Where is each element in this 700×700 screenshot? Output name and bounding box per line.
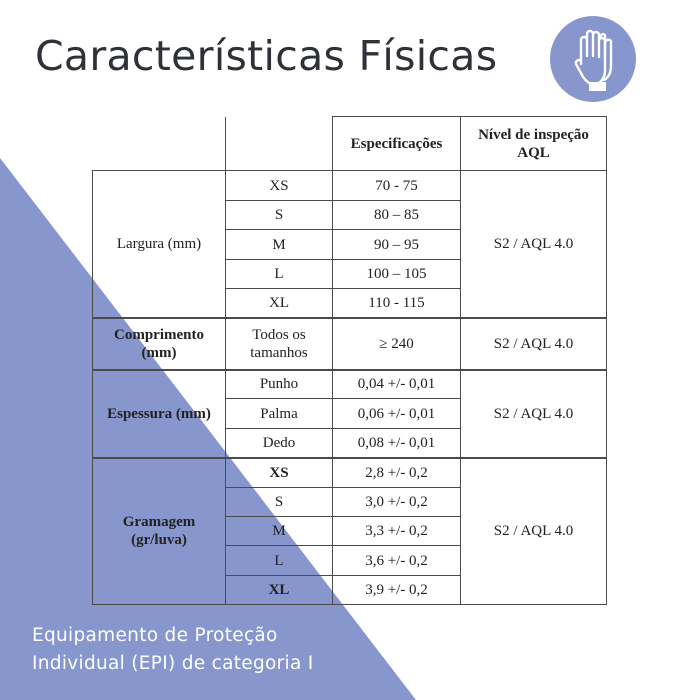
aql-cell: S2 / AQL 4.0 [461,171,607,318]
spec-value-cell: 3,9 +/- 0,2 [333,576,461,605]
aql-cell: S2 / AQL 4.0 [461,458,607,605]
table-row [93,171,607,201]
size-cell: M [226,517,333,546]
page-title: Características Físicas [35,32,498,80]
group-label: Espessura (mm) [93,370,226,458]
size-cell: M [226,230,333,260]
size-cell: Todos os tamanhos [226,318,333,370]
table-row [93,458,607,488]
spec-value-cell: 70 - 75 [333,171,461,201]
spec-value-cell: 110 - 115 [333,289,461,318]
header-aql: Nível de inspeção AQL [461,117,607,171]
size-cell: Dedo [226,429,333,458]
spec-value-cell: 0,08 +/- 0,01 [333,429,461,458]
size-cell: XL [226,289,333,318]
size-cell: Punho [226,370,333,399]
aql-cell: S2 / AQL 4.0 [461,318,607,370]
spec-value-cell: 0,04 +/- 0,01 [333,370,461,399]
table-row [93,318,607,370]
aql-cell: S2 / AQL 4.0 [461,370,607,458]
size-cell: XS [226,171,333,201]
spec-value-cell: 90 – 95 [333,230,461,260]
group-label: Largura (mm) [93,171,226,318]
size-cell: L [226,546,333,576]
group-label: Gramagem (gr/luva) [93,458,226,605]
size-cell: S [226,488,333,517]
group-label: Comprimento (mm) [93,318,226,370]
spec-value-cell: 80 – 85 [333,201,461,230]
footer-line-1: Equipamento de Proteção [32,625,278,646]
spec-value-cell: 100 – 105 [333,260,461,289]
header-empty-cell [93,117,226,171]
spec-value-cell: 2,8 +/- 0,2 [333,458,461,488]
specifications-table-body [93,117,607,605]
spec-value-cell: 3,0 +/- 0,2 [333,488,461,517]
spec-value-cell: ≥ 240 [333,318,461,370]
footer [32,622,314,678]
table-row [93,370,607,399]
size-cell: XS [226,458,333,488]
gloves-icon [550,16,636,102]
size-cell: S [226,201,333,230]
size-cell: Palma [226,399,333,429]
gloves-badge [550,16,636,102]
footer-line-2: Individual (EPI) de categoria I [32,653,314,674]
header-empty-cell [226,117,333,171]
size-cell: L [226,260,333,289]
header-spec: Especificações [333,117,461,171]
header-row [93,117,607,171]
spec-value-cell: 3,3 +/- 0,2 [333,517,461,546]
spec-value-cell: 0,06 +/- 0,01 [333,399,461,429]
spec-value-cell: 3,6 +/- 0,2 [333,546,461,576]
size-cell: XL [226,576,333,605]
specifications-table [92,116,607,605]
